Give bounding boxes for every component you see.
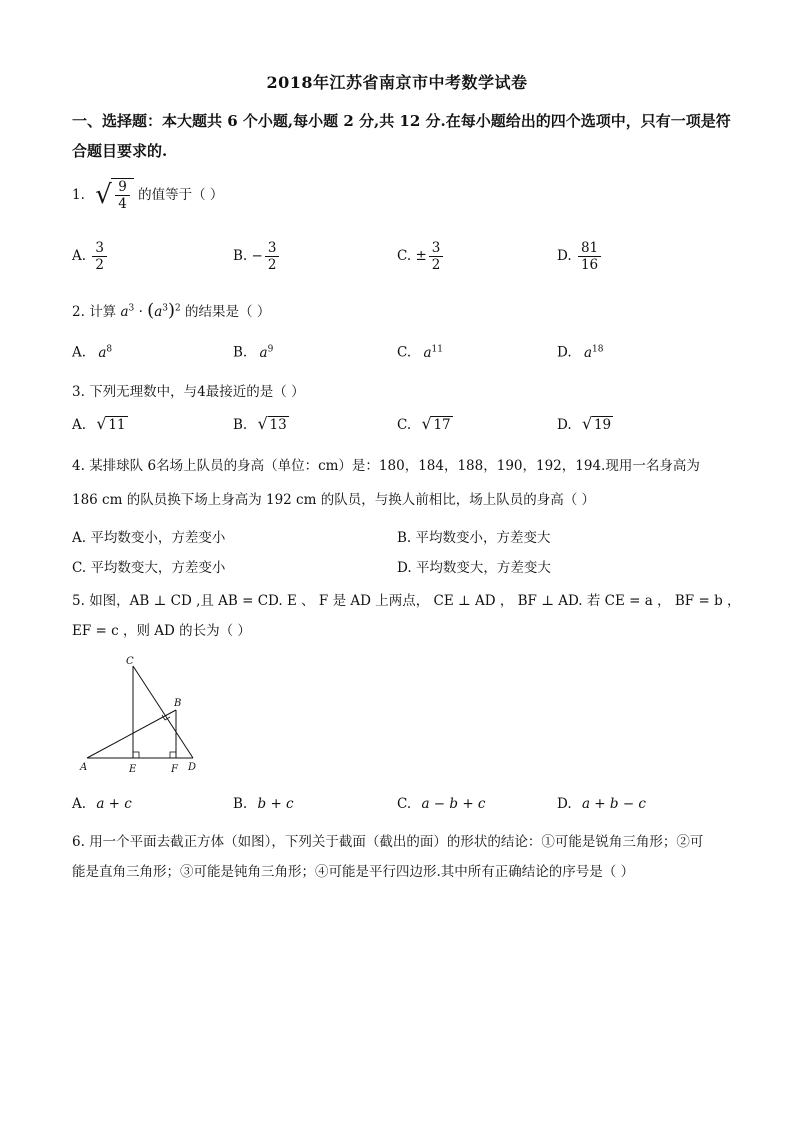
fraction-numerator: 3 <box>265 240 280 257</box>
option-c[interactable] <box>397 344 443 361</box>
option-a[interactable] <box>72 344 112 361</box>
label-f: F <box>171 764 178 775</box>
option-text: a − b + c <box>421 796 486 812</box>
option-label: C. <box>397 248 412 264</box>
section-heading: 一、选择题：本大题共 6 个小题,每小题 2 分,共 12 分.在每小题给出的四个选项中，只有一项是符合题目要求的. <box>72 112 731 160</box>
option-d[interactable] <box>557 240 603 273</box>
question-number: 5. <box>72 593 85 609</box>
question-1 <box>72 178 223 212</box>
option-text: 平均数变大，方差变小 <box>90 560 226 576</box>
question-stem-line-2: EF = c ，则 AD 的长为（ ） <box>72 623 251 639</box>
option-b[interactable] <box>233 344 273 361</box>
question-4 <box>72 454 700 474</box>
option-label: A. <box>72 344 87 361</box>
option-c[interactable] <box>397 240 445 273</box>
fraction-numerator: 81 <box>578 240 601 257</box>
label-a: A <box>80 762 88 773</box>
sqrt-expression <box>95 178 134 212</box>
option-value: $a^8$ <box>98 344 113 361</box>
radical-icon: √ <box>257 414 268 433</box>
radical-icon: √ <box>581 414 593 433</box>
fraction-denominator: 2 <box>267 257 277 273</box>
option-label: D. <box>557 796 572 812</box>
fraction-numerator: 3 <box>92 240 107 257</box>
option-value: $a^{11}$ <box>423 344 443 361</box>
question-prefix: 计算 <box>89 304 117 320</box>
question-number: 6. <box>72 834 85 850</box>
option-c[interactable] <box>72 556 225 576</box>
segment-ab <box>87 710 176 758</box>
option-d[interactable] <box>557 796 646 812</box>
question-6-continued <box>72 860 634 880</box>
right-angle-marker-f <box>170 752 176 758</box>
page-title: 2018年江苏省南京市中考数学试卷 <box>266 73 528 92</box>
option-value: $a^{18}$ <box>583 344 604 361</box>
question-stem-line-2: 186 cm 的队员换下场上身高为 192 cm 的队员，与换人前相比，场上队员的身高（ ） <box>72 492 596 508</box>
label-e: E <box>129 764 137 775</box>
fraction-denominator: 2 <box>431 257 441 273</box>
option-text: 平均数变小，方差变大 <box>415 530 551 546</box>
question-stem-line-2: 能是直角三角形；③可能是钝角三角形；④可能是平行四边形.其中所有正确结论的序号是（ ） <box>72 864 635 880</box>
option-sign: ± <box>415 248 427 264</box>
question-stem: 的结果是（ ） <box>185 304 271 320</box>
option-label: C. <box>397 796 412 812</box>
question-stem-line-1: 用一个平面去截正方体（如图），下列关于截面（截出的面）的形状的结论：①可能是锐角三角形；②可 <box>89 834 704 850</box>
option-label: B. <box>233 344 248 361</box>
right-angle-marker-e <box>133 752 139 758</box>
option-d[interactable] <box>557 416 613 433</box>
radical-icon: √ <box>95 180 112 210</box>
option-b[interactable] <box>233 240 281 273</box>
option-label: A. <box>72 248 87 264</box>
option-text: 平均数变大，方差变大 <box>415 560 551 576</box>
power-expression: $a^3 \cdot (a^3)^2$ <box>120 300 181 321</box>
option-label: B. <box>233 796 248 812</box>
sqrt-expression: √ 13 <box>257 414 287 433</box>
sqrt-expression: √ 17 <box>421 414 451 433</box>
fraction-denominator: 16 <box>580 257 599 273</box>
option-a[interactable] <box>72 240 109 273</box>
question-number: 3. <box>72 384 85 400</box>
question-stem-line-1: 某排球队 6名场上队员的身高（单位：cm）是：180，184，188，190，192，194.现用一名身高为 <box>89 458 700 474</box>
question-5-continued <box>72 619 251 639</box>
question-3 <box>72 380 305 400</box>
option-text: a + b − c <box>581 796 646 812</box>
option-sign: − <box>251 248 263 264</box>
label-d: D <box>188 762 197 773</box>
option-a[interactable] <box>72 416 128 433</box>
geometry-figure <box>75 652 205 776</box>
option-value: $a^9$ <box>259 344 274 361</box>
option-label: A. <box>72 796 87 812</box>
option-label: D. <box>557 248 572 264</box>
option-text: 平均数变小，方差变小 <box>90 530 226 546</box>
option-label: B. <box>233 248 248 264</box>
option-d[interactable] <box>557 344 603 361</box>
option-label: D. <box>557 417 572 433</box>
option-a[interactable] <box>72 526 225 546</box>
question-number: 2. <box>72 304 85 320</box>
question-5 <box>72 589 741 609</box>
option-label: D. <box>397 560 412 576</box>
option-b[interactable] <box>233 796 294 812</box>
option-c[interactable] <box>397 416 453 433</box>
option-label: D. <box>557 344 572 361</box>
option-text: b + c <box>257 796 294 812</box>
sqrt-expression: √ 11 <box>96 414 126 433</box>
question-stem-line-1: 如图，AB ⊥ CD ,且 AB = CD. E 、 F 是 AD 上两点， CE ⊥ AD ， BF ⊥ AD. 若 CE = a ， BF = b ， <box>89 593 741 609</box>
label-b: B <box>174 698 182 709</box>
option-label: C. <box>397 344 412 361</box>
option-b[interactable] <box>397 526 551 546</box>
radical-icon: √ <box>96 414 107 433</box>
radical-icon: √ <box>421 414 432 433</box>
question-number: 4. <box>72 458 85 474</box>
segment-cd <box>133 666 193 758</box>
question-2 <box>72 300 270 321</box>
option-text: a + c <box>96 796 132 812</box>
question-stem: 的值等于（ ） <box>138 187 224 203</box>
option-b[interactable] <box>233 416 289 433</box>
option-d[interactable] <box>397 556 551 576</box>
option-label: B. <box>233 417 248 433</box>
option-label: C. <box>397 417 412 433</box>
option-label: B. <box>397 530 412 546</box>
option-a[interactable] <box>72 796 132 812</box>
fraction-denominator: 4 <box>118 196 127 212</box>
sqrt-expression: √ 19 <box>581 414 612 433</box>
question-stem: 下列无理数中，与4最接近的是（ ） <box>89 384 305 400</box>
option-label: A. <box>72 530 87 546</box>
label-c: C <box>126 656 134 667</box>
fraction-numerator: 3 <box>429 240 444 257</box>
option-c[interactable] <box>397 796 485 812</box>
question-number: 1. <box>72 187 85 203</box>
question-6 <box>72 830 703 850</box>
fraction-denominator: 2 <box>95 257 104 273</box>
option-label: A. <box>72 417 87 433</box>
option-label: C. <box>72 560 87 576</box>
question-4-continued <box>72 488 595 508</box>
fraction-numerator: 9 <box>115 179 130 196</box>
